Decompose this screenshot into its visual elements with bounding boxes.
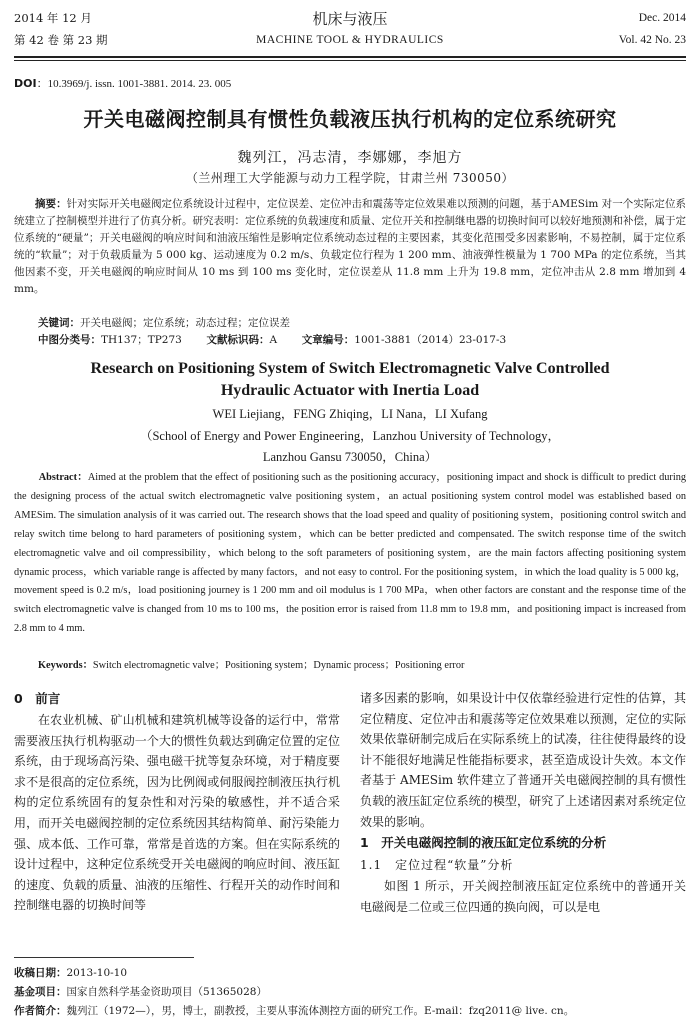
paper-title-cn: 开关电磁阀控制具有惯性负载液压执行机构的定位系统研究 <box>83 107 617 131</box>
section-0-paragraph-cont: 诸多因素的影响，如果设计中仅依靠经验进行定性的估算，其定位精度、定位冲击和震荡等定位效果难以预测，定位的实际效果依靠研制完成后在实际系统上的试凑，往往使得最终的设计不能很好地满足性能指标要求，甚至造成设计失效。本文作者基于 AMESim 软件建立了普通开关电磁阀控制的具有惯性负载的液压缸定位系统的模型，研究了上述诸因素对系统定位效果的影响。 <box>360 691 686 829</box>
header-rule-thin <box>14 60 686 61</box>
journal-name-cn: 机床与液压 <box>312 10 388 28</box>
header-month-en: Dec. 2014 <box>638 12 686 24</box>
header-volume-en: Vol. 42 No. 23 <box>618 34 686 46</box>
subsection-1-1-paragraph: 如图 1 所示，开关阀控制液压缸定位系统中的普通开关电磁阀是二位或三位四通的换向阀，可以是电 <box>360 879 686 914</box>
paper-title-en-line1: Research on Positioning System of Switch Electromagnetic Valve Controlled <box>90 360 610 377</box>
footnote-received <box>14 964 686 983</box>
clc-label: 中图分类号： <box>38 334 101 346</box>
affiliation-en <box>14 426 686 468</box>
abstract-cn-text: 针对实际开关电磁阀定位系统设计过程中，定位误差、定位冲击和震荡等定位效果难以预测的问题，基于AMESim 对一个实际定位系统建立了控制模型并进行了仿真分析。研究表明：定位系统的负载速度和质量、定位开关和控制继电器的切换时间可以较好地预测和补偿，属于定位系统的“硬量”；开关电磁阀的响应时间和油液压缩性是影响定位系统动态过程的主要因素，其变化范围受多因素影响，不易控制，属于定位系统的“软量”；对于负载质量为 5 000 kg、运动速度为 0.2 m/s、负载定位行程为 1 200 mm、油液弹性模量为 1 700 MPa 的定位系统，当其他因素不变，开关电磁阀的响应时间从 10 ms 到 100 ms 变化时，定位误差从 11.8 mm 上升为 19.8 mm，定位冲击从 2.8 mm 增加到 4 mm。 <box>14 198 686 295</box>
footnote-rule <box>14 957 194 958</box>
footnote-author <box>14 1002 686 1021</box>
abstract-cn <box>14 196 686 298</box>
doi-value: ：10.3969/j. issn. 1001-3881. 2014. 23. 005 <box>36 78 232 90</box>
doc-code-label: 文献标识码： <box>206 334 270 346</box>
affiliation-en-line2: Lanzhou Gansu 730050，China） <box>262 450 438 464</box>
authors-cn: 魏列江，冯志清，李娜娜，李旭方 <box>237 150 463 166</box>
author-bio-label: 作者简介： <box>14 1005 67 1017</box>
keywords-en-text: Switch electromagnetic valve；Positioning system；Dynamic process；Positioning error <box>92 660 465 671</box>
paper-title-en-line2: Hydraulic Actuator with Inertia Load <box>220 382 480 399</box>
abstract-en <box>14 469 686 639</box>
clc-value: TH137；TP273 <box>101 334 182 346</box>
doi-line <box>14 75 231 91</box>
header-date: 2014 年 12 月 <box>14 11 92 25</box>
header-volume-cn: 第 42 卷 第 23 期 <box>14 33 108 47</box>
received-label: 收稿日期： <box>14 967 67 979</box>
abstract-en-label: Abstract： <box>38 472 88 483</box>
fund-label: 基金项目： <box>14 986 67 998</box>
body-column-left <box>14 688 340 916</box>
paper-title-en <box>14 358 686 402</box>
abstract-cn-label: 摘要： <box>35 198 67 210</box>
abstract-en-text: Aimed at the problem that the effect of positioning such as the positioning accuracy，positioning impact and shock is difficult to predict during the designing process of the actual switch electromagnetic valve positioning system，an actual positioning system control model was established based on AMESim. The simulation analysis of it was carried out. The research shows that the load speed and quality of positioning system，positioning control switch and relay switch time belong to hard parameters of positioning system，which can be better predicted and compensated. The switch response time of the switch electromagnetic valve and oil compressibility，which belong to the soft parameters of positioning system，are the main factors affecting positioning system dynamic process，which variable range is affected by many factors，and not easy to control. For the positioning system，in which the load quality is 5 000 kg，movement speed is 0.2 m/s，load positioning journey is 1 200 mm and oil modulus is 1 700 MPa，when other factors are constant and the response time of the switch electromagnetic valve is changed from 10 ms to 100 ms，the position error is raised from 11.8 mm to 19.8 mm，and positioning impact is increased from 2.8 mm to 4 mm. <box>14 472 686 635</box>
classification-cn <box>38 332 506 349</box>
received-value: 2013-10-10 <box>66 967 128 979</box>
journal-name-en: MACHINE TOOL & HYDRAULICS <box>256 34 444 46</box>
subsection-1-1-heading: 1.1 定位过程“软量”分析 <box>360 858 514 873</box>
keywords-cn <box>38 315 290 332</box>
affiliation-cn: （兰州理工大学能源与动力工程学院，甘肃兰州 730050） <box>185 171 515 185</box>
article-no-label: 文章编号： <box>301 334 355 346</box>
fund-value: 国家自然科学基金资助项目（51365028） <box>66 986 267 998</box>
keywords-en <box>38 656 464 671</box>
doi-label: DOI <box>14 77 37 90</box>
body-column-right <box>360 688 686 917</box>
article-no-value: 1001-3881（2014）23-017-3 <box>354 334 507 346</box>
footnotes <box>14 964 686 1021</box>
section-1-heading: 1 开关电磁阀控制的液压缸定位系统的分析 <box>360 835 607 851</box>
keywords-cn-label: 关键词： <box>38 317 80 329</box>
authors-en: WEI Liejiang，FENG Zhiqing，LI Nana，LI Xufang <box>212 407 488 421</box>
keywords-cn-text: 开关电磁阀；定位系统；动态过程；定位误差 <box>80 317 290 329</box>
author-bio-value: 魏列江（1972—），男，博士，副教授，主要从事流体测控方面的研究工作。E-mail：fzq2011@ live. cn。 <box>66 1005 575 1017</box>
section-0-paragraph: 在农业机械、矿山机械和建筑机械等设备的运行中，常常需要液压执行机构驱动一个大的惯性负载达到确定位置的定位系统，由于现场高污染、强电磁干扰等复杂环境，对于精度要求不是很高的定位系统，因为比例阀或伺服阀控制液压执行机构的定位系统固有的复杂性和对污染的敏感性，并不适合采用，而开关电磁阀控制的定位系统因其结构简单、耐污染能力强、成本低、工作可靠，常常是首选的方案。但在实际系统的设计过程中，这种定位系统受开关电磁阀的响应时间、液压缸的速度、负载的质量、油液的压缩性、行程开关的动作时间和控制继电器的切换时间等 <box>14 713 340 913</box>
doc-code-value: A <box>269 334 278 346</box>
header-rule-thick <box>14 56 686 58</box>
keywords-en-label: Keywords： <box>38 660 93 671</box>
footnote-fund <box>14 983 686 1002</box>
section-0-heading: 0 前言 <box>14 691 61 706</box>
affiliation-en-line1: （School of Energy and Power Engineering，Lanzhou University of Technology， <box>139 429 561 443</box>
